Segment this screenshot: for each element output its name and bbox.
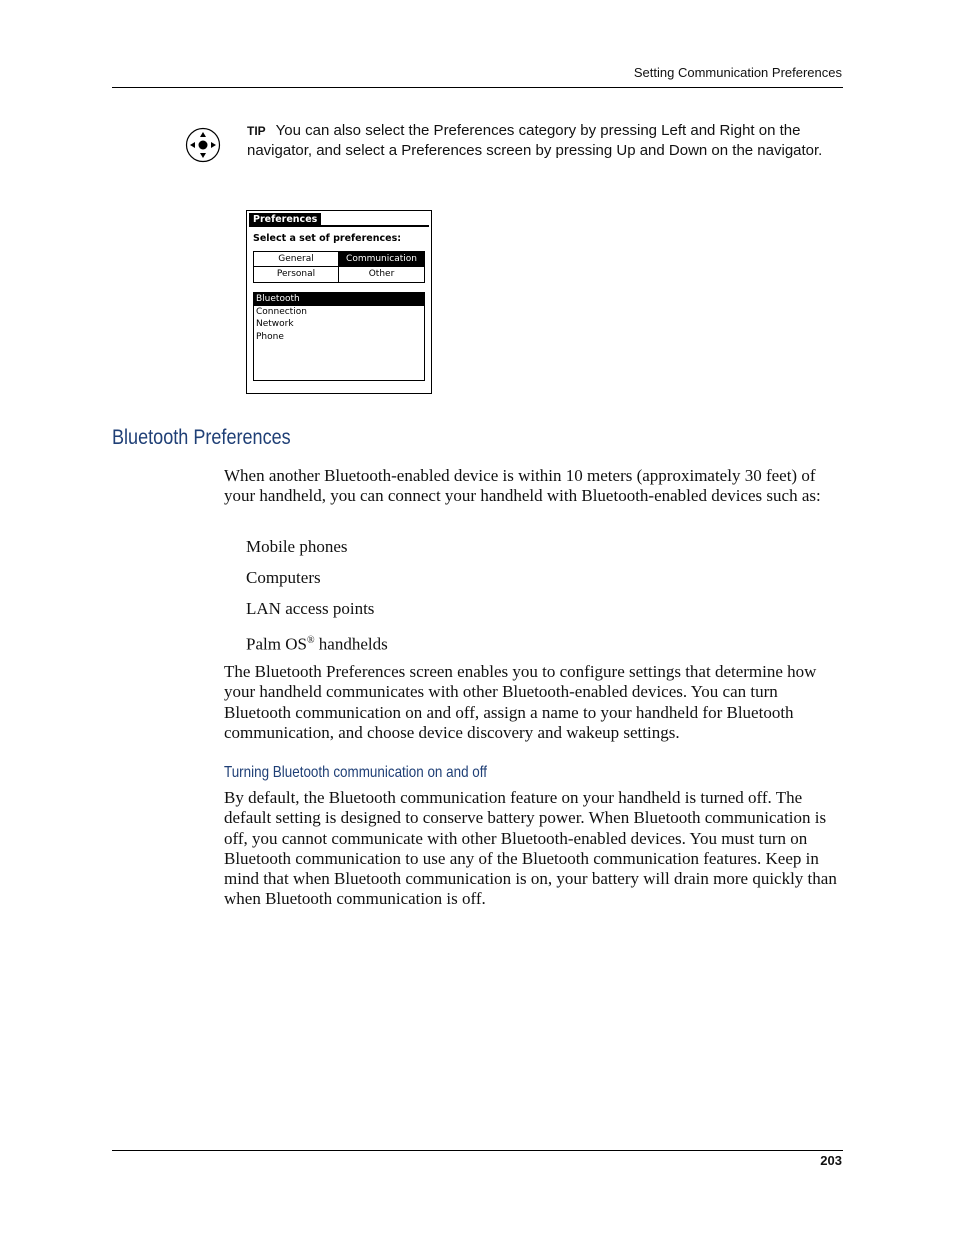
handhelds-text: handhelds — [314, 634, 388, 654]
navigator-icon — [185, 127, 221, 163]
registered-mark: ® — [306, 635, 315, 646]
palm-title-rule — [249, 225, 429, 227]
preferences-screenshot — [246, 210, 432, 394]
category-general[interactable]: General — [254, 252, 339, 267]
category-communication[interactable]: Communication — [339, 252, 424, 267]
running-header: Setting Communication Preferences — [633, 65, 842, 80]
section-heading: Bluetooth Preferences — [112, 426, 291, 449]
category-other[interactable]: Other — [368, 269, 395, 279]
category-grid — [253, 251, 425, 283]
tip-note — [247, 121, 837, 160]
subsection-paragraph: By default, the Bluetooth communication feature on your handheld is turned off. The default setting is designed to conserve battery power. When Bluetooth communication is off, you cannot communicate with other Bluetooth-enabled devices. You must turn on Bluetooth communication to use any of the Bluetooth communication features. Keep in mind that when Bluetooth communication is on, your battery will drain more quickly than when Bluetooth communication is off. — [224, 788, 837, 909]
device-item-mobile-phones: Mobile phones — [246, 537, 348, 556]
category-personal[interactable]: Personal — [254, 267, 339, 282]
description-paragraph: The Bluetooth Preferences screen enables you to configure settings that determine how your handheld communicates with other Bluetooth-enabled devices. You can turn Bluetooth communication on and off, assign a name to your handheld for Bluetooth communication, and choose device discovery and wakeup settings. — [224, 662, 817, 742]
list-item-network[interactable]: Network — [256, 319, 294, 329]
device-item-computers: Computers — [246, 568, 321, 587]
subsection-heading: Turning Bluetooth communication on and off — [224, 764, 487, 781]
header-rule — [112, 87, 843, 88]
palm-title: Preferences — [249, 213, 321, 226]
list-item-phone[interactable]: Phone — [256, 331, 284, 342]
list-item-bluetooth[interactable]: Bluetooth — [254, 293, 424, 306]
list-item-connection[interactable]: Connection — [256, 306, 307, 317]
footer-rule — [112, 1150, 843, 1151]
tip-label: TIP — [247, 124, 266, 138]
device-item-lan-access-points: LAN access points — [246, 599, 375, 618]
palm-os-text: Palm OS — [246, 634, 307, 654]
tip-text: You can also select the Preferences category by pressing Left and Right on the navigator, and select a Preferences screen by pressing Up and Down on the navigator. — [247, 122, 823, 159]
device-item-palm-os-handhelds — [246, 631, 388, 655]
preferences-list — [253, 292, 425, 381]
page-number: 203 — [820, 1153, 842, 1168]
intro-paragraph: When another Bluetooth-enabled device is within 10 meters (approximately 30 feet) of your handheld, you can connect your handheld with Bluetooth-enabled devices such as: — [224, 466, 821, 506]
palm-prompt: Select a set of preferences: — [253, 233, 402, 244]
